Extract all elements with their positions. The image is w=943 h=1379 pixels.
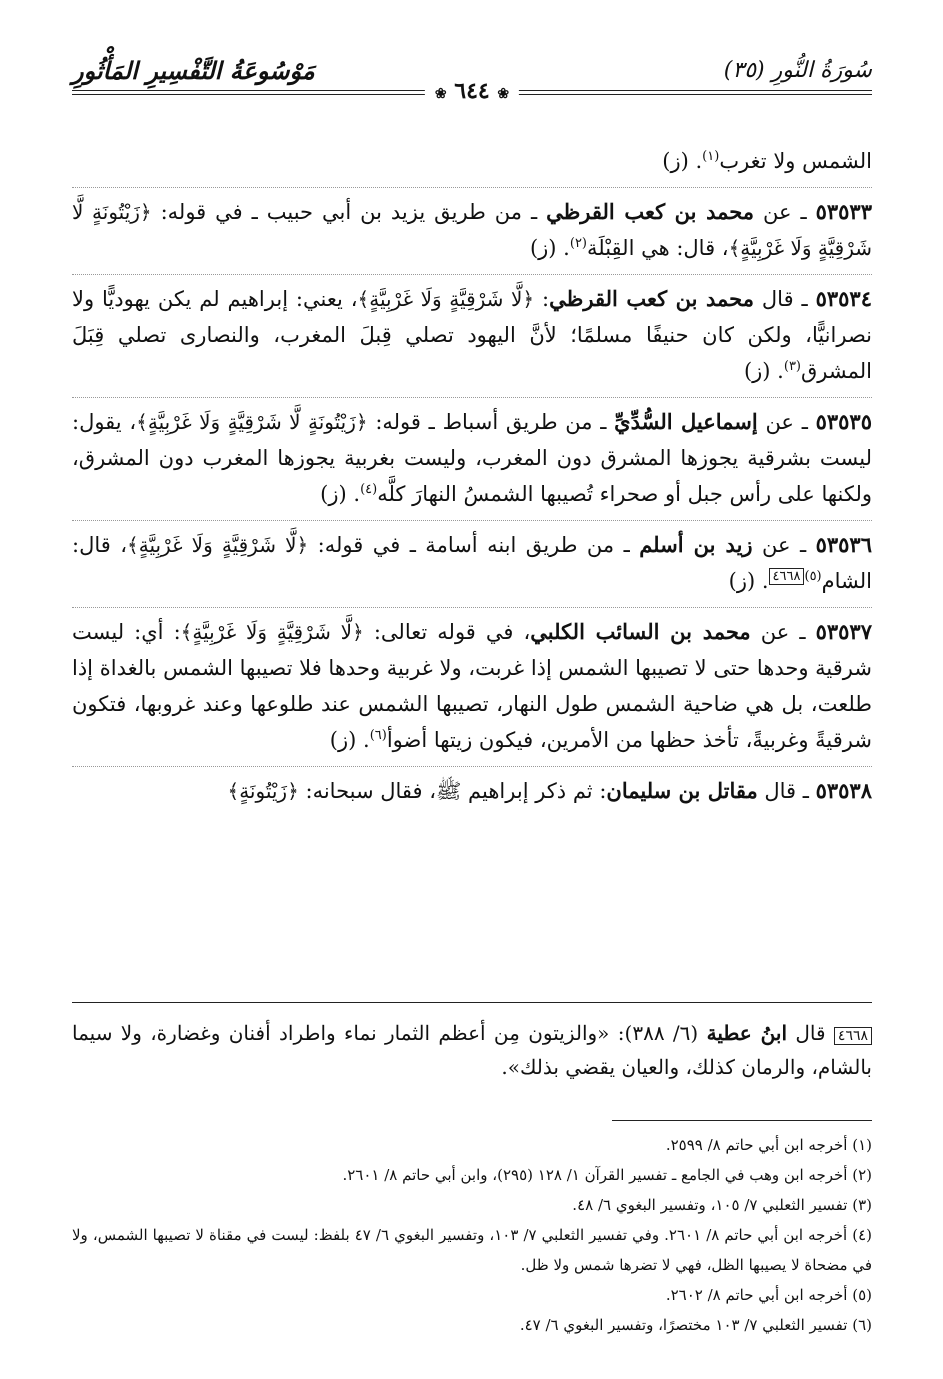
text: ، يعني: إبراهيم لم يكن يهوديًّا ولا نصرانيًّا، ولكن كان حنيفًا مسلمًا؛ لأنَّ اليهود تصلي قِبلَ المغرب، والنصارى تصلي قِبَلَ المشرق xyxy=(72,287,872,383)
narrator-name: محمد بن السائب الكلبي xyxy=(530,619,751,644)
narrator-name: إسماعيل السُّدِّيِّ xyxy=(614,409,758,434)
text: . (ز) xyxy=(662,149,703,173)
quran-quote: ﴿لَّا شَرْقِيَّةٍ وَلَا غَرْبِيَّةٍ﴾ xyxy=(357,287,535,311)
paragraph-continuation xyxy=(72,143,872,181)
note-ref-box[interactable]: ٤٦٦٨ xyxy=(769,568,805,585)
entry-number: ٥٣٥٣٧ xyxy=(815,619,872,644)
narrator-name: مقاتل بن سليمان xyxy=(606,778,758,803)
text: ـ من طريق أسباط ـ قوله: xyxy=(367,410,615,434)
footnote-ref: (٥) xyxy=(804,569,822,584)
page xyxy=(72,48,872,1334)
separator xyxy=(72,520,872,521)
main-text xyxy=(72,143,872,811)
page-number xyxy=(425,78,519,104)
footnote-3: (٣) تفسير الثعلبي ٧/ ١٠٥، وتفسير البغوي ٦/ ٤٨. xyxy=(572,1196,872,1214)
text: ، قال: هي القِبْلَة xyxy=(587,236,729,260)
text: : أي: ليست شرقية وحدها حتى لا تصيبها الشمس إذا غربت، ولا غربية وحدها فلا تصيبها الشمس بالغداة إذا طلعت، بل هي ضاحية الشمس طول النهار، تصيبها الشمس عند طلوعها وعند غروبها، فتكون شرقيةً وغربيةً، تأخذ حظها من الأمرين، فيكون زيتها أضوأ xyxy=(72,620,872,752)
text: . (ز) xyxy=(529,236,570,260)
narrator-name: محمد بن كعب القرظي xyxy=(546,199,755,224)
paragraph-53536 xyxy=(72,527,872,601)
text: . (ز) xyxy=(320,482,361,506)
quran-quote: ﴿لَّا شَرْقِيَّةٍ وَلَا غَرْبِيَّةٍ﴾ xyxy=(127,533,309,557)
footnote-1: (١) أخرجه ابن أبي حاتم ٨/ ٢٥٩٩. xyxy=(665,1136,872,1154)
paragraph-53537 xyxy=(72,614,872,760)
text: . (ز) xyxy=(743,359,784,383)
text: ـ عن xyxy=(757,410,816,434)
separator xyxy=(72,187,872,188)
footnote-6: (٦) تفسير الثعلبي ٧/ ١٠٣ مختصرًا، وتفسير البغوي ٦/ ٤٧. xyxy=(519,1316,872,1334)
narrator-name: ابنُ عطية xyxy=(706,1021,788,1045)
note-number-box: ٤٦٦٨ xyxy=(834,1027,872,1045)
entry-number: ٥٣٥٣٦ xyxy=(815,532,872,557)
separator xyxy=(72,274,872,275)
ornament-icon: ❀ xyxy=(497,86,510,102)
text: ـ قال xyxy=(757,779,816,803)
footnote-divider xyxy=(612,1120,872,1121)
footnote-ref: (٦) xyxy=(369,728,387,743)
text: : ثم ذكر إبراهيم ﷺ، فقال سبحانه: xyxy=(298,779,607,803)
entry-number: ٥٣٥٣٤ xyxy=(815,286,872,311)
editor-note xyxy=(72,1016,872,1084)
text: . (ز) xyxy=(728,569,769,593)
separator xyxy=(72,766,872,767)
text: الشمس ولا تغرب xyxy=(719,149,872,173)
text: ـ عن xyxy=(754,200,816,224)
quran-quote: ﴿لَّا شَرْقِيَّةٍ وَلَا غَرْبِيَّةٍ﴾ xyxy=(180,620,364,644)
narrator-name: زيد بن أسلم xyxy=(639,532,753,557)
footnote-4: (٤) أخرجه ابن أبي حاتم ٨/ ٢٦٠١. وفي تفسير الثعلبي ٧/ ١٠٣، وتفسير البغوي ٦/ ٤٧ بلفظ: ليست في مقناة لا تصيبها الشمس، ولا في مضحاة لا يصيبها الظل، فهي لا تضرها شمس ولا ظل. xyxy=(72,1226,872,1274)
quran-quote: ﴿زَيْتُونَةٍ لَّا شَرْقِيَّةٍ وَلَا غَرْبِيَّةٍ﴾ xyxy=(72,200,872,260)
page-header xyxy=(72,48,872,104)
text: ـ من طريق ابنه أسامة ـ في قوله: xyxy=(308,533,640,557)
footnote-5: (٥) أخرجه ابن أبي حاتم ٨/ ٢٦٠٢. xyxy=(665,1286,872,1304)
text: ، قال: الشام xyxy=(72,533,872,593)
separator xyxy=(72,397,872,398)
text: ـ من طريق يزيد بن أبي حبيب ـ في قوله: xyxy=(151,200,547,224)
entry-number: ٥٣٥٣٨ xyxy=(815,778,872,803)
footnote-2: (٢) أخرجه ابن وهب في الجامع ـ تفسير القرآن ١/ ١٢٨ (٢٩٥)، وابن أبي حاتم ٨/ ٢٦٠١. xyxy=(342,1166,872,1184)
footnote-ref: (٤) xyxy=(360,482,378,497)
text: ، يقول: ليست بشرقية يجوزها المشرق دون المغرب، وليست بغربية يجوزها المغرب دون المشرق، ولكنها على رأس جبل أو صحراء تُصيبها الشمسُ النهارَ كلَّه xyxy=(72,410,872,506)
note-divider xyxy=(72,1002,872,1003)
footnote-ref: (١) xyxy=(702,149,720,164)
ornament-icon: ❀ xyxy=(434,86,447,102)
text: (٦/ ٣٨٨): «والزيتون مِن أعظم الثمار نماء واطراد أفنان وغضارة، ولا سيما بالشام، والرمان كذلك، والعيان يقضي بذلك». xyxy=(72,1021,872,1079)
footnotes xyxy=(72,1130,872,1340)
text: ـ قال xyxy=(754,287,816,311)
text: ، في قوله تعالى: xyxy=(363,620,531,644)
footnote-ref: (٢) xyxy=(569,236,587,251)
quran-quote: ﴿زَيْتُونَةٍ لَّا شَرْقِيَّةٍ وَلَا غَرْبِيَّةٍ﴾ xyxy=(136,410,368,434)
footnote-ref: (٣) xyxy=(783,359,801,374)
book-title: مَوْسُوعَةُ التَّفْسِيرِ المَأْثُورِ xyxy=(72,56,315,85)
paragraph-53534 xyxy=(72,281,872,391)
entry-number: ٥٣٥٣٣ xyxy=(815,199,872,224)
text: : xyxy=(534,287,550,311)
entry-number: ٥٣٥٣٥ xyxy=(815,409,872,434)
paragraph-53538 xyxy=(72,773,872,811)
text: ـ عن xyxy=(750,620,816,644)
page-number-text: ٦٤٤ xyxy=(454,78,490,104)
separator xyxy=(72,607,872,608)
paragraph-53535 xyxy=(72,404,872,514)
paragraph-53533 xyxy=(72,194,872,268)
surah-title: سُورَةُ النُّورِ (٣٥) xyxy=(723,58,872,83)
quran-quote: ﴿زَيْتُونَةٍ﴾ xyxy=(227,779,299,803)
narrator-name: محمد بن كعب القرظي xyxy=(549,286,754,311)
text: ـ عن xyxy=(752,533,816,557)
text: قال xyxy=(787,1021,834,1045)
text: . (ز) xyxy=(329,728,370,752)
